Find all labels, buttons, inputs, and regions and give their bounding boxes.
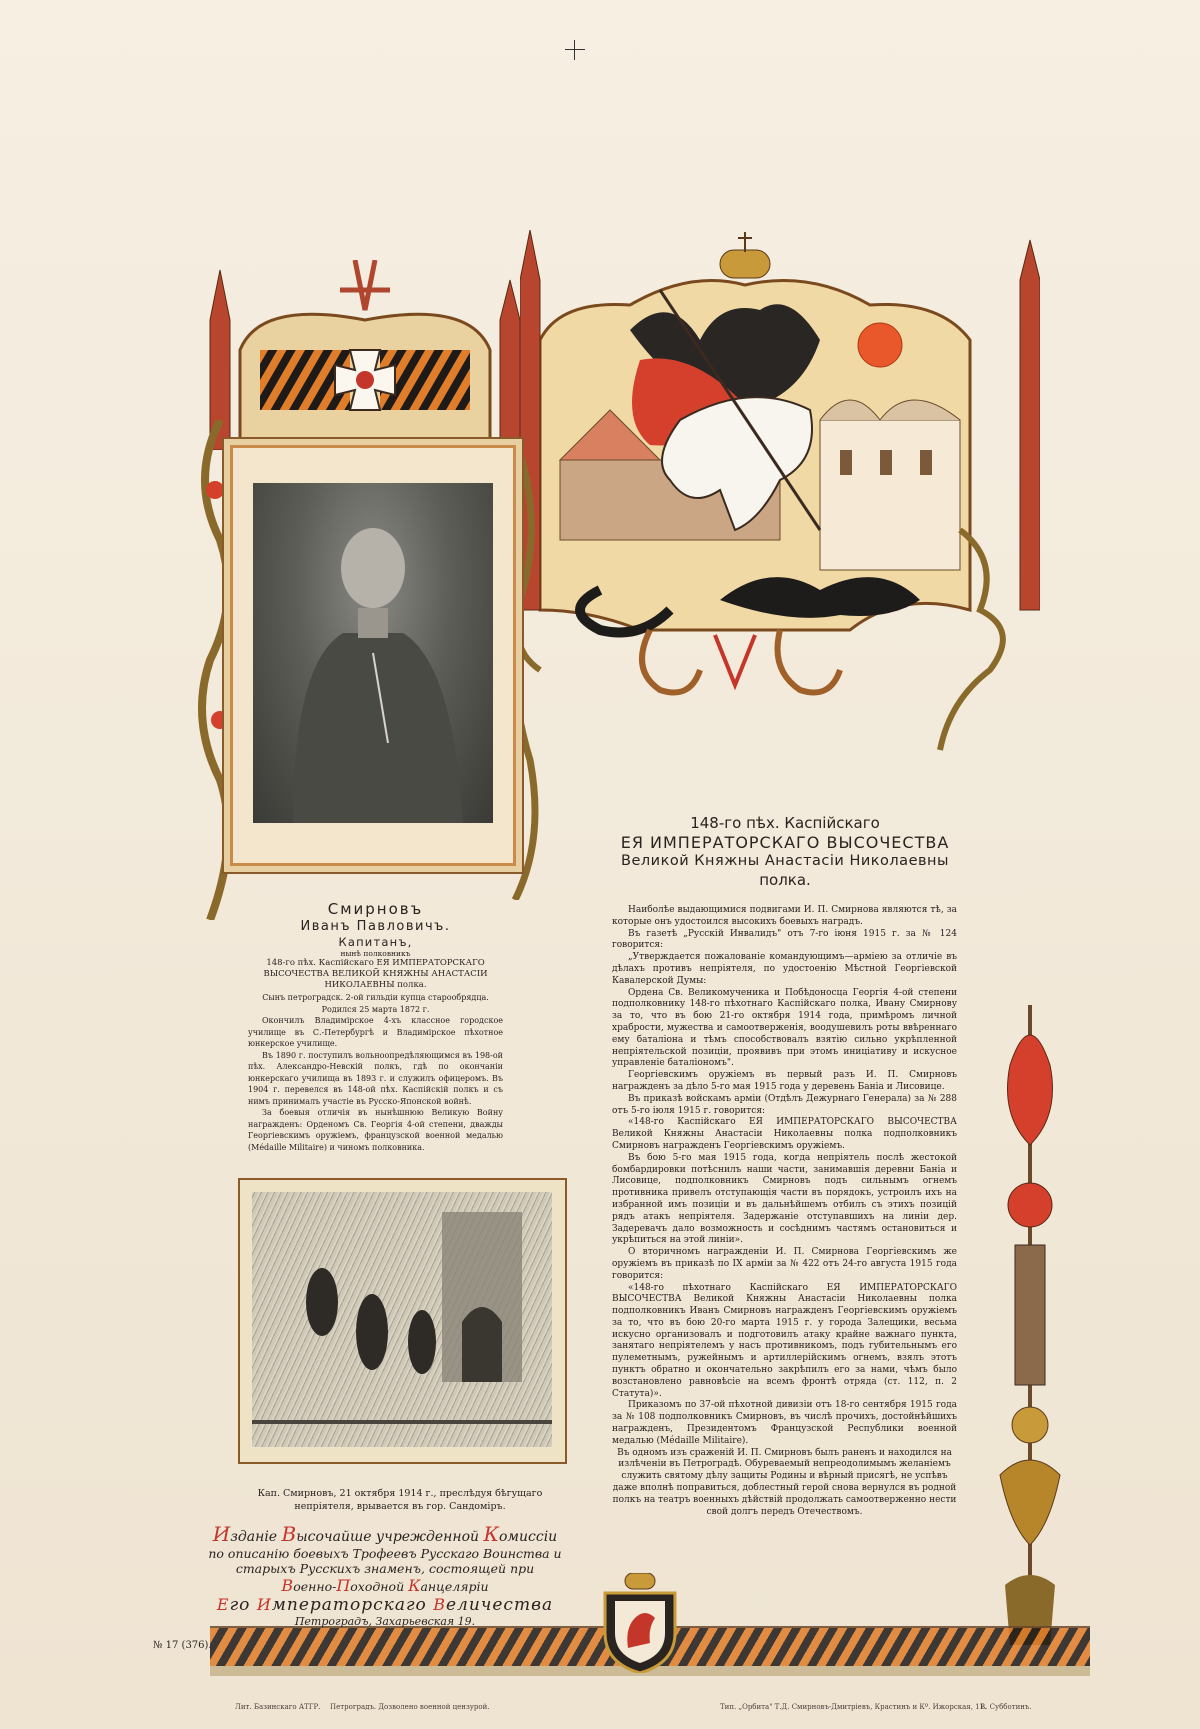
heading-line-3: Великой Княжны Анастасіи Николаевны	[621, 853, 949, 869]
battle-engraving-image	[252, 1192, 552, 1447]
footer-printer: Тип. „Орбита" Т.Д. Смирновъ-Дмитріевъ, Крастинъ и Кº. Ижорская, 11.	[720, 1703, 987, 1711]
heading-line-2: ЕЯ ИМПЕРАТОРСКАГО ВЫСОЧЕСТВА	[620, 833, 950, 852]
regiment-heading	[585, 814, 985, 889]
body-paragraph: Георгіевскимъ оружіемъ въ первый разъ И. П. Смирновъ награжденъ за дѣло 5-го мая 1915 года у деревень Баніа и Лисовице.	[612, 1070, 957, 1092]
publisher-line-1: Изданіе Высочайше учрежденной Комиссіи	[212, 1522, 558, 1546]
body-paragraph: Въ бою 5-го мая 1915 года, когда непріятель послѣ жестокой бомбардировки потѣснилъ наши части, занимавшія деревни Баніа и Лисовице, подполковникъ Смирновъ подъ сильнымъ огнемъ противника привелъ отступающія части въ порядокъ, устроилъ ихъ на избранной имъ позиціи и въ дальнѣйшемъ отбилъ съ этихъ позицій рядъ атакъ непріятеля. Задержаніе отступавшихъ на линіи дер. Задеревачъ дало возможность и сосѣднимъ частямъ остановиться и укрѣпиться на этой линіи».	[612, 1152, 957, 1246]
body-paragraph: Наиболѣе выдающимися подвигами И. П. Смирнова являются тѣ, за которые онъ удостоился высокихъ боевыхъ наградъ.	[612, 905, 957, 927]
officer-name-patronymic: Иванъ Павловичъ.	[300, 919, 451, 934]
regiment-name: 148-го пѣх. Каспійскаго ЕЯ ИМПЕРАТОРСКАГО ВЫСОЧЕСТВА ВЕЛИКОЙ КНЯЖНЫ АНАСТАСІИ НИКОЛАЕВНЫ полка.	[263, 958, 488, 990]
bio-paragraph-2: Въ 1890 г. поступилъ вольноопредѣляющимся въ 198-ой пѣх. Александро-Невскій полкъ, гдѣ по окончаніи юнкерскаго училища въ 1893 г. и служилъ офицеромъ. Въ 1904 г. перевелся въ 148-ой пѣх. Каспійскій полкъ и съ нимъ принималъ участіе въ Русско-Японской войнѣ.	[248, 1050, 503, 1106]
body-paragraph: О вторичномъ награжденіи И. П. Смирнова Георгіевскимъ же оружіемъ въ приказѣ по IX арміи за № 422 отъ 24-го августа 1915 года говорится:	[612, 1247, 957, 1281]
publisher-line-2: по описанію боевыхъ Трофеевъ Русскаго Воинства и старыхъ Русскихъ знаменъ, состоящей при	[208, 1546, 562, 1576]
portrait-frame	[230, 445, 516, 866]
footer-censorship: Петроградъ. Дозволено военной цензурой.	[330, 1703, 490, 1711]
footer-artist: В. Субботинъ.	[980, 1703, 1032, 1711]
battle-caption: Кап. Смирновъ, 21 октября 1914 г., преслѣдуя бѣгущаго непріятеля, врывается въ гор. Сандоміръ.	[257, 1488, 543, 1512]
officer-rank: Капитанъ,	[338, 935, 413, 949]
body-paragraph: „Утверждается пожалованіе командующимъ—арміею за отличіе въ дѣлахъ противъ непріятеля, по удостоенію Мѣстной Георгіевской Кавалерской Думы:	[612, 952, 957, 986]
st-george-illustration	[520, 230, 1040, 760]
body-paragraph: Приказомъ по 37-ой пѣхотной дивизіи отъ 18-го сентября 1915 года за № 108 подполковникъ Смирновъ, въ числѣ прочихъ, достойнѣйшихъ награжденъ, Президентомъ Французской Республики военной медалью (Médaille Militaire).	[612, 1400, 957, 1446]
body-paragraph: Въ приказѣ войскамъ арміи (Отдѣлъ Дежурнаго Генерала) за № 288 отъ 5-го іюля 1915 г. говорится:	[612, 1093, 957, 1116]
origin-line: Сынъ петроградск. 2-ой гильдіи купца старообрядца.	[262, 993, 489, 1002]
publisher-line-4: Его Императорскаго Величества	[216, 1595, 554, 1615]
publisher-line-3: Военно-Походной Канцеляріи	[281, 1576, 489, 1595]
publisher-block	[200, 1522, 570, 1628]
main-text	[612, 905, 957, 1518]
officer-portrait-photo	[253, 483, 493, 823]
footer-lithographer: Лит. Базинскаго АТГР.	[235, 1703, 321, 1711]
heading-line-1: 148-го пѣх. Каспійскаго	[690, 814, 880, 832]
heading-line-4: полка.	[759, 871, 811, 889]
coat-of-arms-icon	[600, 1573, 680, 1673]
body-paragraph: «148-го Каспійскаго ЕЯ ИМПЕРАТОРСКАГО ВЫСОЧЕСТВА Великой Княжны Анастасіи Николаевны полка подполковникъ Смирновъ награжденъ Георгіевскимъ оружіемъ.	[612, 1117, 957, 1151]
issue-number: № 17 (376).	[153, 1640, 212, 1651]
publisher-address: Петроградъ, Захарьевская 19.	[294, 1615, 476, 1628]
st-george-cross-ornament	[200, 260, 530, 450]
officer-biography	[248, 900, 503, 1153]
bio-paragraph-1: Окончилъ Владимірское 4-хъ классное городское училище въ С.-Петербургѣ и Владимірское пѣхотное юнкерское училище.	[248, 1016, 503, 1048]
right-vertical-ornament	[990, 1005, 1070, 1645]
birth-date: Родился 25 марта 1872 г.	[321, 1005, 430, 1014]
current-rank-note: нынѣ полковникъ	[340, 949, 411, 958]
battle-engraving-frame	[238, 1178, 567, 1464]
body-paragraph: Въ одномъ изъ сраженій И. П. Смирновъ былъ раненъ и находился на излѣченіи въ Петроградѣ. Обуреваемый непреодолимымъ желаніемъ служить святому дѣлу защиты Родины и вѣрный присягѣ, не успѣвъ даже вполнѣ поправиться, доблестный герой снова вернулся въ родной полкъ на театръ военныхъ дѣйствій продолжать самоотверженно нести свой долгъ передъ Отечествомъ.	[612, 1447, 957, 1517]
monogram-cipher	[642, 630, 840, 693]
officer-surname: Смирновъ	[327, 900, 424, 918]
body-paragraph: Ордена Св. Великомученика и Побѣдоносца Георгія 4-ой степени подполковнику 148-го пѣхотнаго Каспійскаго полка, Ивану Смирнову за то, что въ бою 21-го октября 1914 года, примѣромъ личной храбрости, мужества и самоотверженія, воодушевилъ роты ввѣреннаго ему баталіона и тѣмъ способствовалъ взятію сильно укрѣпленной непріятельской позиціи, проявивъ при этомъ иниціативу и искусное управленіе баталіономъ".	[612, 987, 957, 1069]
body-paragraph: «148-го пѣхотнаго Каспійскаго ЕЯ ИМПЕРАТОРСКАГО ВЫСОЧЕСТВА Великой Княжны Анастасіи Николаевны полка подполковникъ Иванъ Смирновъ награжденъ Георгіевскимъ оружіемъ за то, что въ бою 20-го марта 1915 г. у города Залещики, весьма искусно организовалъ и подготовилъ атаку крайне важнаго пункта, занятаго непріятелемъ у насъ противникомъ, подъ губительнымъ его пулеметнымъ, ружейнымъ и артиллерійскимъ огнемъ, взялъ этотъ пунктъ обратно и окончательно закрѣпилъ его за нами, чѣмъ было возстановлено равновѣсіе на всемъ фронтѣ отряда (ст. 112, п. 2 Статута)».	[612, 1282, 957, 1399]
imperial-crown-icon	[720, 232, 770, 278]
bio-paragraph-3: За боевыя отличія въ нынѣшнюю Великую Войну награжденъ: Орденомъ Св. Георгія 4-ой степени, дважды Георгіевскимъ оружіемъ, французской военной медалью (Médaille Militaire) и чиномъ полковника.	[248, 1108, 503, 1152]
registration-mark	[565, 40, 585, 60]
body-paragraph: Въ газетѣ „Русскій Инвалидъ" отъ 7-го іюня 1915 г. за № 124 говорится:	[612, 928, 957, 951]
